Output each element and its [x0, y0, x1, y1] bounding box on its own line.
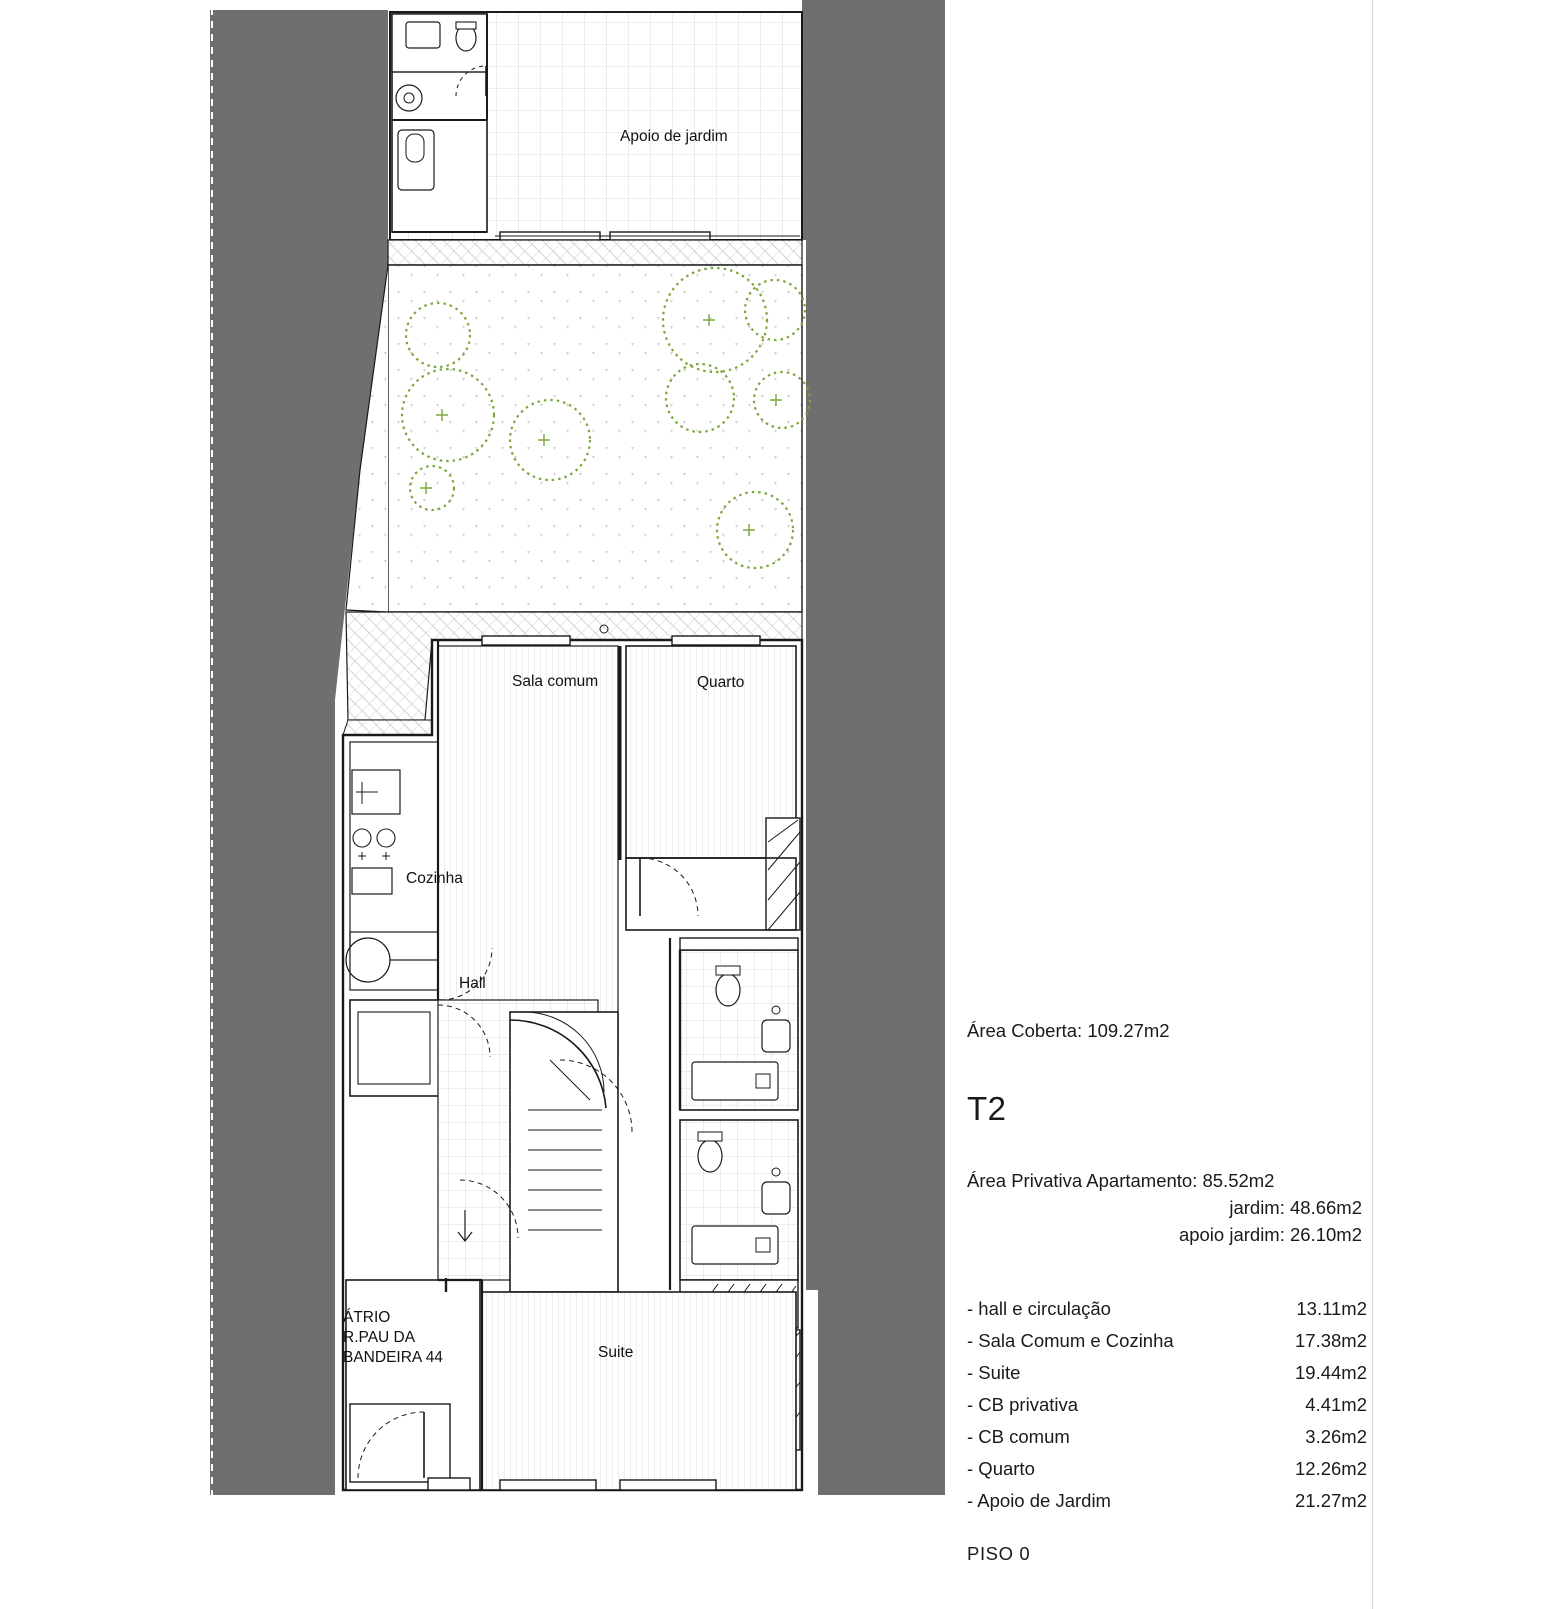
breakdown-row [967, 1394, 1367, 1416]
breakdown-value: 19.44m2 [1295, 1362, 1367, 1384]
breakdown-label: - Quarto [967, 1458, 1035, 1480]
breakdown-row [967, 1298, 1367, 1320]
atrio-line-2: R.PAU DA [343, 1328, 416, 1346]
label-sala-comum: Sala comum [512, 673, 599, 690]
breakdown-label: - Suite [967, 1362, 1021, 1384]
label-hall: Hall [459, 975, 486, 992]
area-coberta-text: Área Coberta: 109.27m2 [967, 1020, 1170, 1041]
apoio-de-jardim-room [390, 12, 802, 240]
breakdown-value: 12.26m2 [1295, 1458, 1367, 1480]
label-cozinha: Cozinha [406, 870, 463, 887]
breakdown-row [967, 1490, 1367, 1512]
areas-breakdown-list [967, 1298, 1367, 1512]
sala-comum-room [438, 646, 618, 1056]
floor-note: PISO 0 [967, 1543, 1031, 1564]
breakdown-label: - hall e circulação [967, 1298, 1111, 1320]
breakdown-row [967, 1362, 1367, 1384]
label-quarto: Quarto [697, 674, 745, 691]
label-apoio-de-jardim: Apoio de jardim [620, 128, 728, 145]
suite-room [482, 1292, 796, 1490]
cozinha-room [346, 742, 440, 1096]
breakdown-label: - CB comum [967, 1426, 1070, 1448]
sheet-border-rule [1372, 0, 1373, 1609]
tipologia-title: T2 [967, 1090, 1007, 1127]
breakdown-value: 13.11m2 [1296, 1298, 1367, 1320]
breakdown-value: 17.38m2 [1295, 1330, 1367, 1352]
floor-plan-drawing [210, 0, 945, 1500]
breakdown-row [967, 1330, 1367, 1352]
breakdown-row [967, 1426, 1367, 1448]
breakdown-label: - Apoio de Jardim [967, 1490, 1111, 1512]
atrio-line-1: ÁTRIO [343, 1309, 391, 1326]
breakdown-value: 4.41m2 [1305, 1394, 1367, 1416]
area-jardim: jardim: 48.66m2 [1229, 1196, 1362, 1218]
casa-de-banho-privativa [680, 1120, 798, 1280]
breakdown-value: 3.26m2 [1305, 1426, 1367, 1448]
breakdown-label: - Sala Comum e Cozinha [967, 1330, 1174, 1352]
atrio-line-3: BANDEIRA 44 [343, 1348, 443, 1366]
area-privativa-apartamento: Área Privativa Apartamento: 85.52m2 [967, 1170, 1275, 1191]
areas-privativas-group [967, 1168, 1367, 1248]
area-apoio-jardim: apoio jardim: 26.10m2 [1178, 1223, 1362, 1245]
breakdown-row [967, 1458, 1367, 1480]
label-suite: Suite [598, 1344, 634, 1361]
garden-area [346, 265, 810, 612]
breakdown-label: - CB privativa [967, 1394, 1079, 1416]
legend-block [967, 1020, 1367, 1522]
breakdown-value: 21.27m2 [1295, 1490, 1367, 1512]
casa-de-banho-comum [680, 938, 798, 1110]
label-atrio [343, 1308, 473, 1367]
